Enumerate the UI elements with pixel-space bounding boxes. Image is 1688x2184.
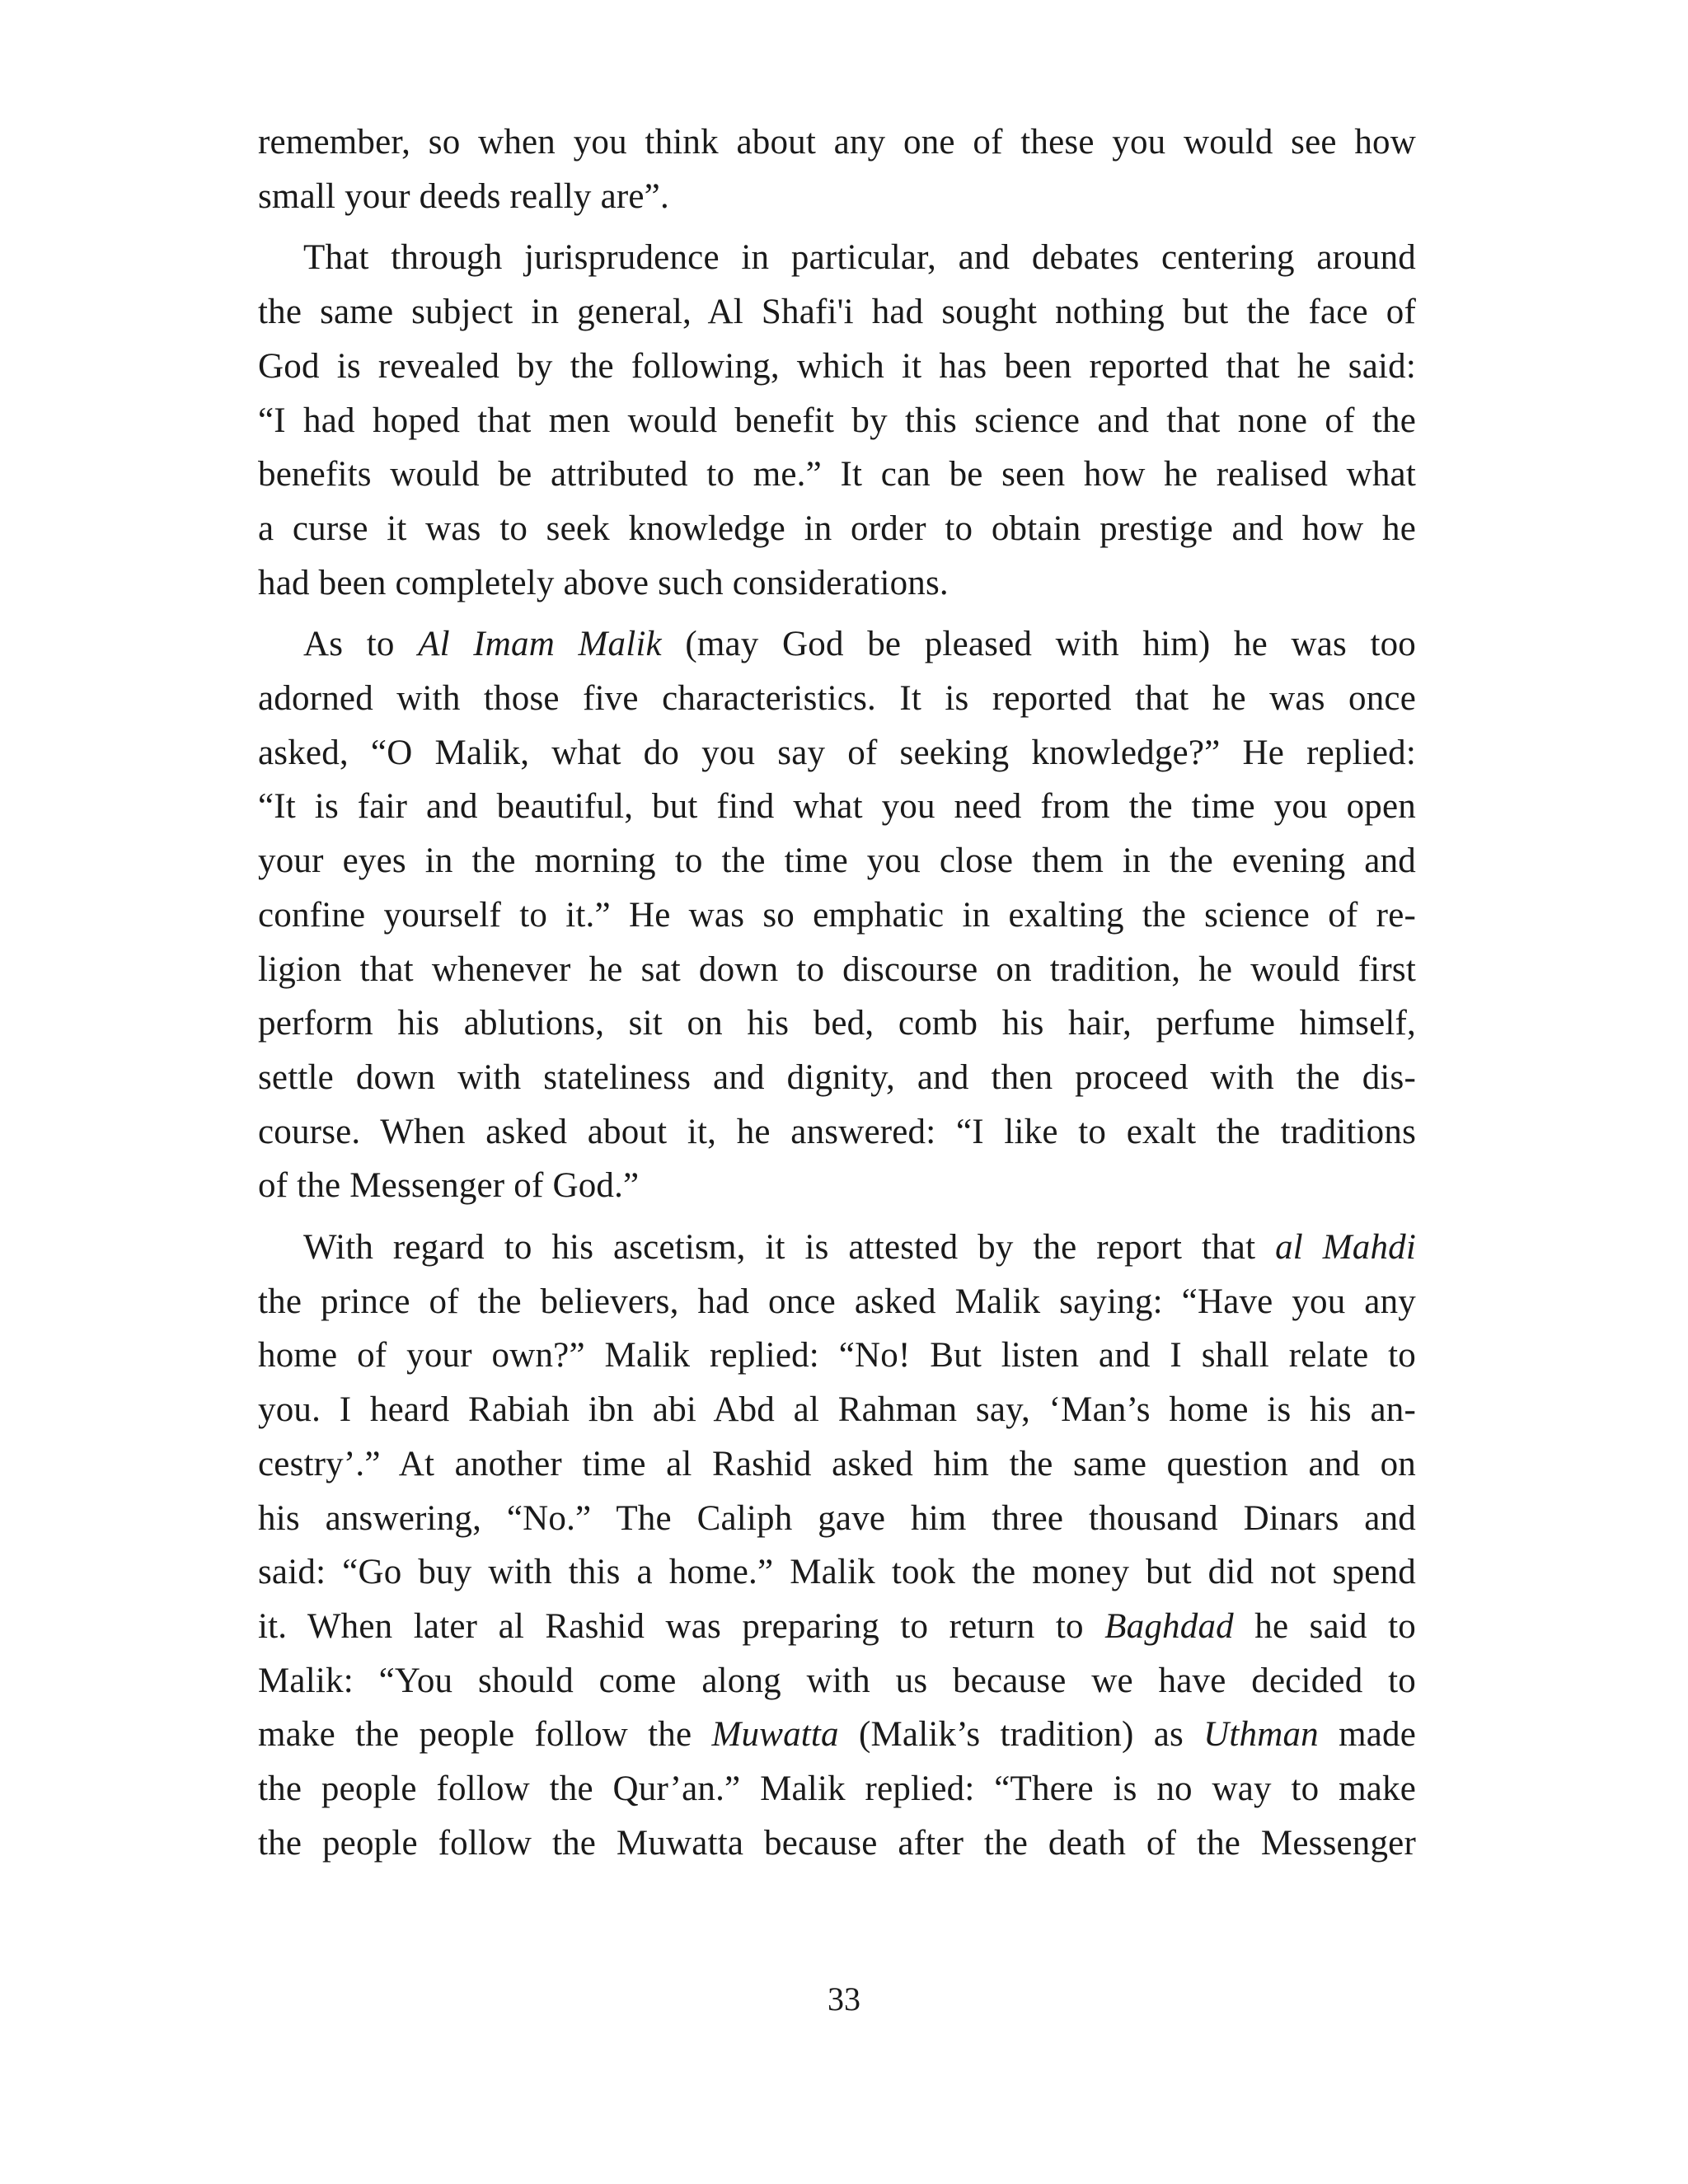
text-line: God is revealed by the following, which it has been reported that he said: xyxy=(258,346,1416,386)
paragraph-1 xyxy=(258,115,1416,223)
text-line: That through jurisprudence in particular, and debates centering around xyxy=(303,238,1416,278)
text-line: cestry’.” At another time al Rashid asked him the same question and on xyxy=(258,1444,1416,1483)
text-line: his answering, “No.” The Caliph gave him three thousand Dinars and xyxy=(258,1498,1416,1538)
text-line: Malik: “You should come along with us because we have decided to xyxy=(258,1661,1416,1700)
text-line: course. When asked about it, he answered: “I like to exalt the traditions xyxy=(258,1112,1416,1151)
text-line: had been completely above such considerations. xyxy=(258,563,949,602)
text-line: small your deeds really are”. xyxy=(258,176,669,216)
text-line: the prince of the believers, had once asked Malik saying: “Have you any xyxy=(258,1282,1416,1321)
text-line: “I had hoped that men would benefit by this science and that none of the xyxy=(258,401,1416,440)
text-line: With regard to his ascetism, it is attested by the report that al Mahdi xyxy=(303,1228,1416,1268)
text-line: of the Messenger of God.” xyxy=(258,1166,640,1206)
text-line: a curse it was to seek knowledge in order to obtain prestige and how he xyxy=(258,509,1416,548)
paragraph-3 xyxy=(258,617,1416,1213)
text-line: remember, so when you think about any one of these you would see how xyxy=(258,123,1416,162)
paragraph-4 xyxy=(258,1221,1416,1870)
text-line: settle down with stateliness and dignity, and then proceed with the dis- xyxy=(258,1057,1416,1097)
text-line: confine yourself to it.” He was so emphatic in exalting the science of re- xyxy=(258,895,1416,935)
text-line: it. When later al Rashid was preparing to return to Baghdad he said to xyxy=(258,1606,1416,1646)
text-line: make the people follow the Muwatta (Malik’s tradition) as Uthman made xyxy=(258,1715,1416,1755)
text-line: perform his ablutions, sit on his bed, comb his hair, perfume himself, xyxy=(258,1004,1416,1043)
text-line: home of your own?” Malik replied: “No! But listen and I shall relate to xyxy=(258,1336,1416,1376)
text-line: ligion that whenever he sat down to discourse on tradition, he would first xyxy=(258,949,1416,989)
text-line: “It is fair and beautiful, but find what you need from the time you open xyxy=(258,787,1416,827)
text-line: your eyes in the morning to the time you close them in the evening and xyxy=(258,841,1416,881)
text-line: adorned with those five characteristics. It is reported that he was once xyxy=(258,679,1416,719)
text-line: the people follow the Muwatta because after the death of the Messenger xyxy=(258,1823,1416,1863)
text-line: As to Al Imam Malik (may God be pleased with him) he was too xyxy=(303,625,1416,664)
page-body xyxy=(258,115,1416,1871)
paragraph-2 xyxy=(258,231,1416,610)
text-line: said: “Go buy with this a home.” Malik took the money but did not spend xyxy=(258,1553,1416,1592)
text-line: the people follow the Qur’an.” Malik replied: “There is no way to make xyxy=(258,1769,1416,1809)
text-line: the same subject in general, Al Shafi'i had sought nothing but the face of xyxy=(258,293,1416,332)
text-line: asked, “O Malik, what do you say of seeking knowledge?” He replied: xyxy=(258,733,1416,772)
text-line: you. I heard Rabiah ibn abi Abd al Rahman say, ‘Man’s home is his an- xyxy=(258,1390,1416,1430)
page-number: 33 xyxy=(828,1980,860,2018)
text-line: benefits would be attributed to me.” It can be seen how he realised what xyxy=(258,455,1416,494)
